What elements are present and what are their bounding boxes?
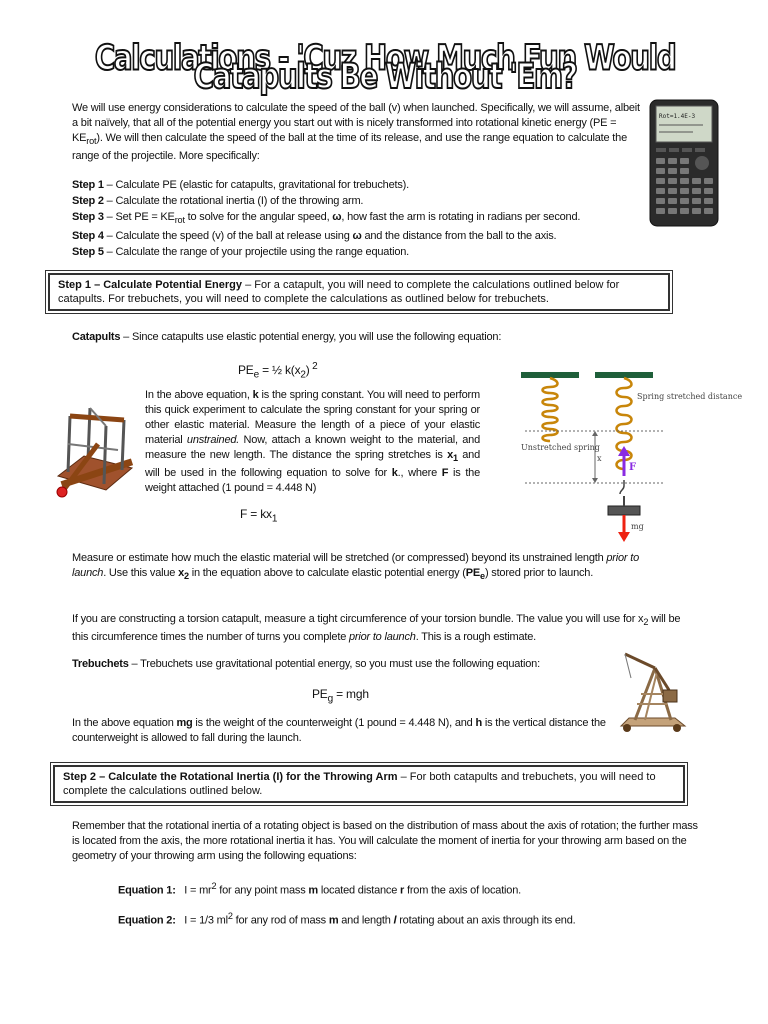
torsion-paragraph: If you are constructing a torsion catapult, measure a tight circumference of your torsion bundle. The value you will use for $x_2$ will be this circumference times the number of turns you complete prior to launch. This is a rough estimate.	[72, 613, 681, 644]
step-5-line: Step 5 – Calculate the range of your projectile using the range equation.	[72, 246, 410, 259]
trebuchets-intro: Trebuchets – Trebuchets use gravitational potential energy, so you must use the following equation:	[72, 658, 540, 670]
label-unstretched-spring: Unstretched spring	[521, 443, 600, 452]
calculator-screen-text: Rot=1.4E-3	[659, 113, 696, 120]
label-F: F	[629, 462, 637, 473]
catapult-image	[48, 384, 140, 502]
measure-paragraph: Measure or estimate how much the elastic material will be stretched (or compressed) beyond its unstrained length prior to launch. Use this value $x_2$ in the equation above to calculate elastic potential energy $(PE_e)$ stored prior to launch.	[72, 552, 640, 582]
intro-paragraph: We will use energy considerations to calculate the speed of the ball (v) when launched. Specifically, we will assume, albeit a bit naïvely, that all of the potential energy you start out with is nicely transformed into rotational kinetic energy $(PE = KE_{rot})$. We will then calculate the speed of the ball at the time of its release, and use the range equation to calculate the range of the projectile. More specifically:	[72, 102, 640, 163]
steps-list	[72, 177, 672, 260]
step-2-line: Step 2 – Calculate the rotational inertia (I) of the throwing arm.	[72, 195, 364, 207]
gravitational-pe-equation: $PE_g$ = mgh	[312, 687, 369, 705]
inertia-paragraph: Remember that the rotational inertia of a rotating object is based on the distribution of mass about the axis of rotation; the further mass is located from the axis, the more rotational inertia it has. You will calculate the moment of inertia for your throwing arm based on the geometry of your throwing arm using the following equations:	[72, 820, 698, 862]
spring-diagram	[505, 368, 743, 548]
label-x: x	[597, 454, 602, 463]
step-2-box: Step 2 – Calculate the Rotational Inertia (I) for the Throwing Arm – For both catapults and trebuchets, you will need to complete the calculations outlined below.	[53, 765, 685, 803]
hooke-law-equation: $F = kx_1$	[240, 507, 278, 525]
step-1-box-heading: Step 1 – Calculate Potential Energy	[58, 279, 243, 291]
step-1-line: Step 1 – Calculate PE (elastic for catapults, gravitational for trebuchets).	[72, 179, 409, 191]
step-3-line: Step 3 – Set PE = $KE_{rot}$ to solve for the angular speed, ω, how fast the arm is rotating in radians per second.	[72, 211, 581, 226]
spring-constant-paragraph: In the above equation, k is the spring constant. You will need to perform this quick experiment to calculate the spring constant for your spring or other elastic material. Measure the length of a piece of your elastic material unstrained. Now, attach a known weight to the material, and measure the new length. The distance the spring stretches is $x_1$ and will be used in the following equation to solve for k., where F is the weight attached (1 pound = 4.448 N)	[145, 389, 481, 495]
label-mg: mg	[631, 522, 644, 531]
catapults-intro: Catapults – Since catapults use elastic potential energy, you will use the following equation:	[72, 331, 502, 343]
page-title: Calculations - 'Cuz How Much Fun Would Catapults Be Without 'Em?	[94, 36, 676, 97]
equation-1-line: Equation 1: $I = mr^2$ for any point mass m located distance r from the axis of location.	[118, 881, 521, 897]
elastic-pe-equation: $PE_e$ = ½ $k(x_2)$ $^2$	[238, 361, 318, 381]
step-2-box-heading: Step 2 – Calculate the Rotational Inertia (I) for the Throwing Arm	[63, 771, 398, 783]
trebuchet-paragraph: In the above equation mg is the weight of the counterweight (1 pound = 4.448 N), and h is the vertical distance the counterweight is allowed to fall during the launch.	[72, 717, 606, 744]
trebuchet-image	[615, 648, 695, 734]
label-spring-stretched: Spring stretched distance	[637, 392, 743, 401]
equation-2-line: Equation 2: I = 1/3 $ml^2$ for any rod of mass m and length l rotating about an axis through its end.	[118, 911, 576, 927]
step-1-box: Step 1 – Calculate Potential Energy – For a catapult, you will need to complete the calculations outlined below for catapults. For trebuchets, you will need to complete the calculations as outlined below for trebuchets.	[48, 273, 670, 311]
step-4-line: Step 4 – Calculate the speed (v) of the ball at release using ω and the distance from the ball to the axis.	[72, 230, 557, 243]
